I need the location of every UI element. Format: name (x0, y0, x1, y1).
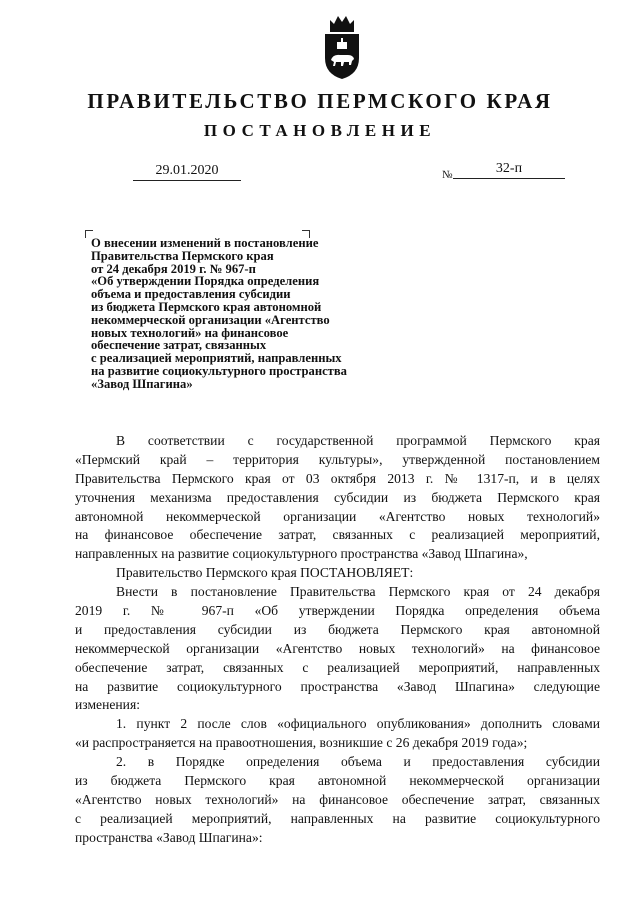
subject-line: новых технологий» на финансовое (91, 325, 289, 340)
body-line: и предоставления субсидии из бюджета Пермского края автономной (75, 621, 600, 637)
body-line: на развитие социокультурного пространства «Завод Шпагина» следующие (75, 678, 600, 694)
subject-line: обеспечение затрат, связанных (91, 338, 267, 353)
document-type: ПОСТАНОВЛЕНИЕ (203, 121, 437, 140)
body-line: «Пермский край – территория культуры», утвержденной постановлением (75, 451, 600, 467)
subject-line: на развитие социокультурного пространства (91, 363, 347, 378)
body-line: В соответствии с государственной программой Пермского края (116, 433, 600, 448)
document-number: 32-п (453, 160, 565, 179)
body-line: пространства «Завод Шпагина»: (75, 829, 263, 845)
document-body (75, 432, 600, 848)
body-line: изменения: (75, 697, 140, 713)
body-line: обеспечение затрат, связанных с реализацией мероприятий, направленных (75, 659, 600, 675)
body-line: с реализацией мероприятий, направленных на развитие социокультурного (75, 810, 600, 826)
subject-line: от 24 декабря 2019 г. № 967-п (91, 261, 256, 276)
body-line: уточнения механизма предоставления субсидии из бюджета Пермского края (75, 489, 600, 505)
body-line: некоммерческой организации «Агентство новых технологий» на финансовое (75, 640, 600, 656)
document-date: 29.01.2020 (133, 162, 241, 181)
subject-line: объема и предоставления субсидии (91, 287, 291, 302)
body-line: Правительство Пермского края ПОСТАНОВЛЯЕТ: (116, 565, 414, 581)
body-line: на финансовое обеспечение затрат, связанных с реализацией мероприятий, (75, 527, 600, 543)
subject-line: некоммерческой организации «Агентство (91, 312, 330, 327)
subject-line: О внесении изменений в постановление (91, 236, 319, 250)
body-line: направленных на развитие социокультурного пространства «Завод Шпагина», (75, 546, 528, 562)
body-line: из бюджета Пермского края автономной некоммерческой организации (75, 773, 600, 789)
body-line: 1. пункт 2 после слов «официального опубликования» дополнить словами (116, 716, 600, 732)
body-line: 2. в Порядке определения объема и предоставления субсидии (116, 754, 600, 770)
subject-line: с реализацией мероприятий, направленных (91, 351, 342, 366)
organization-title: ПРАВИТЕЛЬСТВО ПЕРМСКОГО КРАЯ (87, 89, 553, 113)
subject-line: из бюджета Пермского края автономной (91, 299, 322, 314)
body-line: «Агентство новых технологий» на финансовое обеспечение затрат, связанных (75, 791, 600, 807)
body-line: 2019 г. № 967-п «Об утверждении Порядка определения объема (75, 603, 600, 619)
subject-line: «Завод Шпагина» (91, 376, 193, 391)
subject-line: Правительства Пермского края (91, 248, 274, 263)
number-label: № (442, 169, 453, 181)
subject-line: «Об утверждении Порядка определения (91, 274, 320, 289)
body-line: Правительства Пермского края от 03 октября 2013 г. № 1317-п, и в целях (75, 470, 600, 486)
perm-krai-coat-of-arms-icon (322, 14, 362, 80)
body-line: автономной некоммерческой организации «Агентство новых технологий» (75, 508, 600, 524)
body-line: «и распространяется на правоотношения, возникшие с 26 декабря 2019 года»; (75, 735, 528, 751)
document-subject (91, 237, 491, 391)
body-line: Внести в постановление Правительства Пермского края от 24 декабря (116, 584, 600, 600)
